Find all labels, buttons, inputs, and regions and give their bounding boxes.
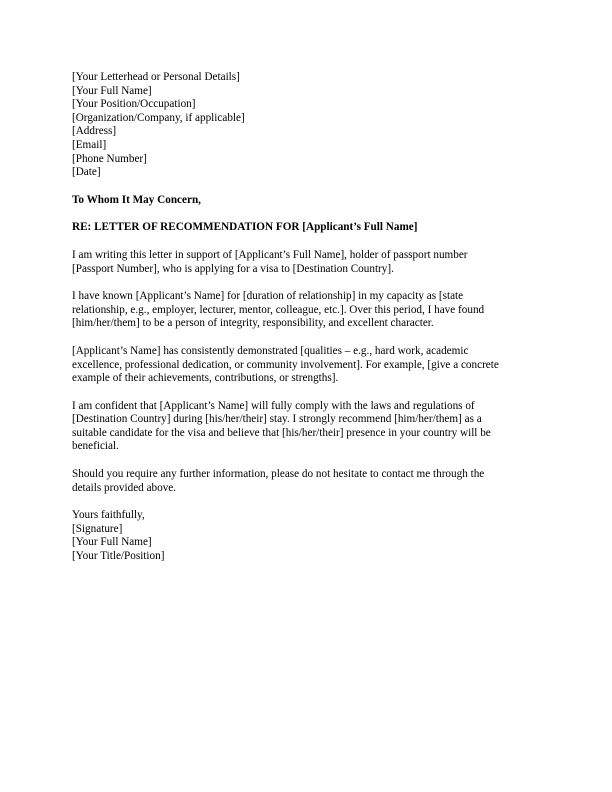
- paragraph-line: suitable candidate for the visa and believe that [his/her/their] presence in your country will be: [72, 426, 491, 439]
- paragraph-line: I have known [Applicant’s Name] for [duration of relationship] in my capacity as [state: [72, 290, 464, 303]
- subject-text: RE: LETTER OF RECOMMENDATION FOR [Applicant’s Full Name]: [72, 221, 418, 234]
- closing-block: [72, 509, 540, 563]
- body-paragraph-1: [72, 249, 540, 276]
- letterhead-line: [Your Letterhead or Personal Details]: [72, 71, 240, 83]
- signer-name-line: [Your Full Name]: [72, 536, 152, 549]
- paragraph-line: I am confident that [Applicant’s Name] will fully comply with the laws and regulations of: [72, 399, 475, 412]
- sender-name-line: [Your Full Name]: [72, 84, 152, 97]
- salutation-text: To Whom It May Concern,: [72, 193, 201, 206]
- body-paragraph-2: [72, 290, 540, 331]
- salutation: [72, 194, 540, 208]
- signer-title-line: [Your Title/Position]: [72, 550, 165, 563]
- paragraph-line: details provided above.: [72, 481, 177, 494]
- paragraph-line: [Applicant’s Name] has consistently demonstrated [qualities – e.g., hard work, academic: [72, 344, 469, 357]
- sender-details: [72, 71, 540, 180]
- closing-phrase: Yours faithfully,: [72, 509, 145, 522]
- paragraph-line: [him/her/them] to be a person of integrity, responsibility, and excellent character.: [72, 317, 434, 330]
- letter-page: [72, 71, 540, 578]
- paragraph-line: Should you require any further information, please do not hesitate to contact me through the: [72, 468, 485, 481]
- paragraph-line: excellence, professional dedication, or community involvement]. For example, [give a concrete: [72, 358, 499, 371]
- paragraph-line: [Destination Country] during [his/her/their] stay. I strongly recommend [him/her/them] as a: [72, 413, 482, 426]
- body-paragraph-3: [72, 345, 540, 386]
- sender-position-line: [Your Position/Occupation]: [72, 98, 196, 111]
- paragraph-line: I am writing this letter in support of [Applicant’s Full Name], holder of passport number: [72, 248, 468, 261]
- paragraph-line: [Passport Number], who is applying for a visa to [Destination Country].: [72, 262, 394, 275]
- paragraph-line: example of their achievements, contributions, or strengths].: [72, 372, 339, 385]
- letter-date-line: [Date]: [72, 166, 101, 179]
- sender-organization-line: [Organization/Company, if applicable]: [72, 111, 245, 124]
- sender-email-line: [Email]: [72, 138, 107, 151]
- sender-address-line: [Address]: [72, 125, 117, 138]
- body-paragraph-5: [72, 468, 540, 495]
- subject-line: [72, 221, 540, 235]
- paragraph-line: relationship, e.g., employer, lecturer, mentor, colleague, etc.]. Over this period, I have found: [72, 303, 485, 316]
- sender-phone-line: [Phone Number]: [72, 152, 147, 165]
- paragraph-line: beneficial.: [72, 440, 119, 453]
- signature-placeholder: [Signature]: [72, 522, 123, 535]
- body-paragraph-4: [72, 400, 540, 454]
